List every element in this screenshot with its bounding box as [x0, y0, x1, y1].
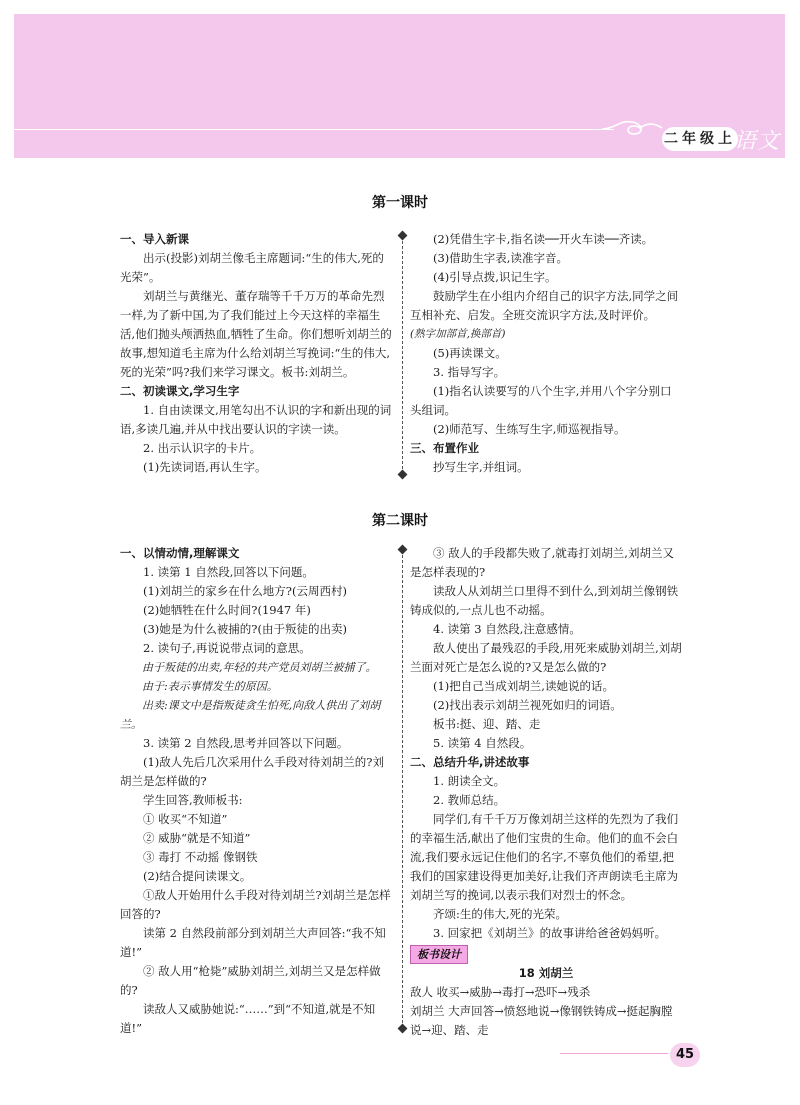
paragraph: ①敌人开始用什么手段对待刘胡兰?刘胡兰是怎样回答的? — [120, 888, 391, 921]
paragraph: 齐颂:生的伟大,死的光荣。 — [433, 907, 568, 921]
section-heading: 二、总结升华,讲述故事 — [410, 755, 530, 769]
paragraph: 敌人使出了最残忍的手段,用死来威胁刘胡兰,刘胡兰面对死亡是怎么说的?又是怎么做的? — [410, 641, 682, 674]
paragraph: (2)师范写、生练写生字,师巡视指导。 — [433, 422, 626, 436]
paragraph: 4. 读第 3 自然段,注意感情。 — [433, 622, 581, 636]
lesson-2-left-column — [120, 544, 392, 1038]
paragraph: 2. 教师总结。 — [433, 793, 506, 807]
board-design-line: 刘胡兰 大声回答→愤怒地说→像钢铁铸成→挺起胸膛说→迎、踏、走 — [410, 1004, 673, 1037]
paragraph: 1. 朗读全文。 — [433, 774, 506, 788]
paragraph: 2. 出示认识字的卡片。 — [143, 441, 262, 455]
paragraph: (1)敌人先后几次采用什么手段对待刘胡兰的?刘胡兰是怎样做的? — [120, 755, 384, 788]
note-text: (熟字加部首,换部首) — [410, 328, 506, 340]
paragraph: 1. 读第 1 自然段,回答以下问题。 — [143, 565, 314, 579]
section-heading: 三、布置作业 — [410, 441, 479, 455]
paragraph: ① 收买“不知道” — [143, 812, 228, 826]
grade-label: 二年级上 — [662, 127, 738, 151]
paragraph: ② 威胁“就是不知道” — [143, 831, 251, 845]
paragraph: 同学们,有千千万万像刘胡兰这样的先烈为了我们的幸福生活,献出了他们宝贵的生命。他们的血不会白流,我们要永远记住他们的名字,不辜负他们的希望,把我们的国家建设得更加美好,让我们齐声朗读毛主席为刘胡兰写的挽词,以表示我们对烈士的怀念。 — [410, 812, 679, 902]
paragraph: 抄写生字,并组词。 — [433, 460, 529, 474]
swirl-ornament-icon — [600, 116, 664, 138]
example-sentence: 由于:表示事情发生的原因。 — [142, 680, 278, 693]
paragraph: (3)她是为什么被捕的?(由于叛徒的出卖) — [143, 622, 347, 636]
paragraph: 5. 读第 4 自然段。 — [433, 736, 532, 750]
paragraph: 学生回答,教师板书: — [143, 793, 243, 807]
paragraph: (1)把自己当成刘胡兰,读她说的话。 — [433, 679, 614, 693]
board-design-header — [410, 945, 682, 964]
paragraph: (1)先读词语,再认生字。 — [143, 460, 267, 474]
page-number: 45 — [670, 1043, 700, 1067]
paragraph: 3. 指导写字。 — [433, 365, 506, 379]
example-sentence: 由于叛徒的出卖,年轻的共产党员刘胡兰被捕了。 — [142, 661, 377, 674]
paragraph: 1. 自由读课文,用笔勾出不认识的字和新出现的词语,多读几遍,并从中找出要认识的字读一读。 — [120, 403, 392, 436]
section-heading: 一、以情动情,理解课文 — [120, 546, 240, 560]
paragraph: (1)指名认读要写的八个生字,并用八个字分别口头组词。 — [410, 384, 672, 417]
board-design-line: 敌人 收买→威胁→毒打→恐吓→残杀 — [410, 985, 591, 999]
lesson-2-title: 第二课时 — [372, 513, 428, 529]
header-rule — [14, 129, 614, 130]
paragraph: 刘胡兰与黄继光、董存瑞等千千万万的革命先烈一样,为了新中国,为了我们能过上今天这样的幸福生活,他们抛头颅洒热血,牺牲了生命。你们想听刘胡兰的故事,想知道毛主席为什么给刘胡兰写挽词:“生的伟大,死的光荣”吗?我们来学习课文。板书:刘胡兰。 — [120, 289, 392, 379]
paragraph: (2)结合提问读课文。 — [143, 869, 252, 883]
page-number-rule — [560, 1053, 668, 1054]
paragraph: 读第 2 自然段前部分到刘胡兰大声回答:“我不知道!” — [120, 926, 386, 959]
paragraph: (4)引导点拨,识记生字。 — [433, 270, 557, 284]
section-heading: 一、导入新课 — [120, 232, 189, 246]
paragraph: 读敌人从刘胡兰口里得不到什么,到刘胡兰像钢铁铸成似的,一点儿也不动摇。 — [410, 584, 679, 617]
lesson-1-title: 第一课时 — [372, 195, 428, 211]
paragraph: 3. 读第 2 自然段,思考并回答以下问题。 — [143, 736, 349, 750]
lesson-2-right-column — [410, 544, 682, 1040]
paragraph: (2)她牺牲在什么时间?(1947 年) — [143, 603, 311, 617]
paragraph: ③ 毒打 不动摇 像钢铁 — [143, 850, 258, 864]
paragraph: 鼓励学生在小组内介绍自己的识字方法,同学之间互相补充、启发。全班交流识字方法,及时评价。 — [410, 289, 679, 322]
board-design-title: 18 刘胡兰 — [518, 966, 574, 980]
paragraph: 2. 读句子,再说说带点词的意思。 — [143, 641, 311, 655]
paragraph: (2)找出表示刘胡兰视死如归的词语。 — [433, 698, 622, 712]
paragraph: (2)凭借生字卡,指名读──开火车读──齐读。 — [433, 232, 654, 246]
example-sentence: 出卖:课文中是指叛徒贪生怕死,向敌人供出了刘胡兰。 — [120, 699, 381, 731]
paragraph: 板书:挺、迎、踏、走 — [433, 717, 541, 731]
paragraph: (3)借助生字表,读准字音。 — [433, 251, 568, 265]
section-heading: 二、初读课文,学习生字 — [120, 384, 240, 398]
subject-label: 语文 — [734, 129, 781, 154]
paragraph: (1)刘胡兰的家乡在什么地方?(云周西村) — [143, 584, 347, 598]
paragraph: (5)再读课文。 — [433, 346, 507, 360]
lesson-1-right-column — [410, 230, 682, 477]
paragraph: ② 敌人用“枪毙”威胁刘胡兰,刘胡兰又是怎样做的? — [120, 964, 381, 997]
paragraph: ③ 敌人的手段都失败了,就毒打刘胡兰,刘胡兰又是怎样表现的? — [410, 546, 674, 579]
column-divider — [402, 550, 403, 1028]
lesson-1-left-column — [120, 230, 392, 477]
column-divider — [402, 236, 403, 474]
board-design-badge: 板书设计 — [410, 945, 468, 964]
paragraph: 读敌人又威胁她说:“……”到“不知道,就是不知道!” — [120, 1002, 376, 1035]
paragraph: 出示(投影)刘胡兰像毛主席题词:“生的伟大,死的光荣”。 — [120, 251, 384, 284]
paragraph: 3. 回家把《刘胡兰》的故事讲给爸爸妈妈听。 — [433, 926, 667, 940]
